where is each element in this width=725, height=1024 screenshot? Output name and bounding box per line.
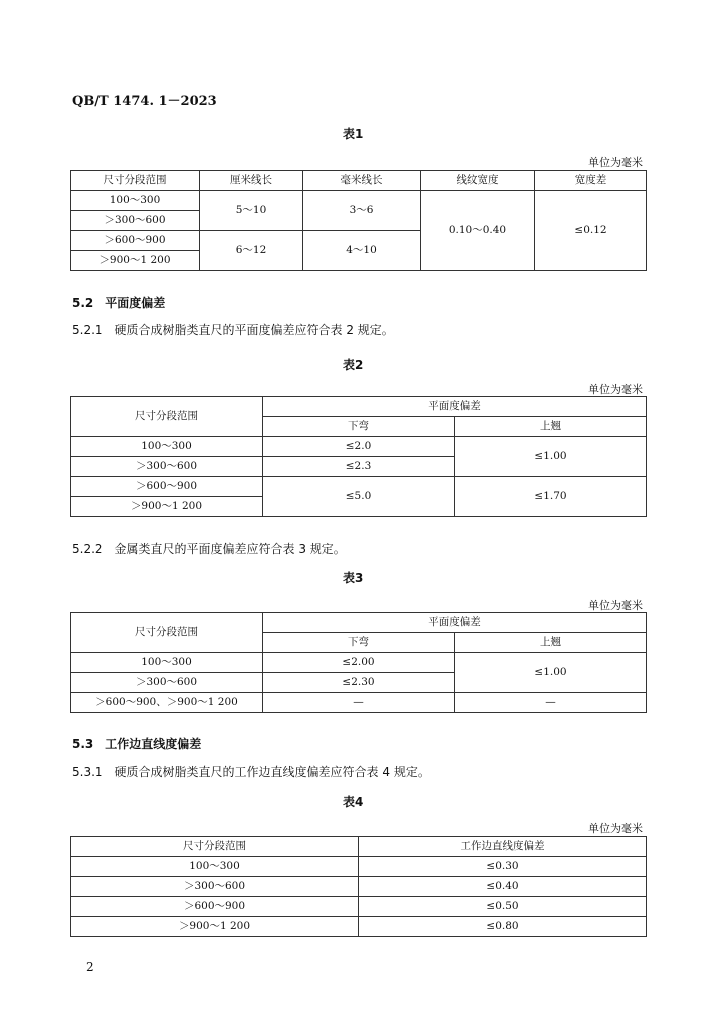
table1-header-diff: 宽度差 (535, 171, 647, 191)
table-cell: ≤5.0 (263, 477, 455, 517)
table4-unit: 单位为毫米 (588, 822, 643, 835)
table2-unit: 单位为毫米 (588, 383, 643, 396)
table1-header-width: 线纹宽度 (421, 171, 535, 191)
table-cell: ≤1.00 (455, 437, 647, 477)
table-cell: ＞300～600 (71, 877, 359, 897)
table1-header-mm: 毫米线长 (303, 171, 421, 191)
table-cell: ≤0.30 (359, 857, 647, 877)
table4 (70, 836, 647, 937)
section-heading-5-2: 5.2 平面度偏差 (72, 296, 166, 310)
table-cell: 0.10～0.40 (421, 191, 535, 271)
table2-header-up: 上翘 (455, 417, 647, 437)
table-cell: ＞300～600 (71, 673, 263, 693)
table-cell: 100～300 (71, 653, 263, 673)
table-cell: — (455, 693, 647, 713)
table-cell: ≤0.80 (359, 917, 647, 937)
table-cell: ≤1.00 (455, 653, 647, 693)
table2-header-down: 下弯 (263, 417, 455, 437)
table3-unit: 单位为毫米 (588, 599, 643, 612)
table-cell: ＞600～900 (71, 477, 263, 497)
table-cell: ＞600～900 (71, 231, 200, 251)
table4-header-value: 工作边直线度偏差 (359, 837, 647, 857)
table-cell: 4～10 (303, 231, 421, 271)
table-cell: ≤2.0 (263, 437, 455, 457)
table2 (70, 396, 647, 517)
paragraph-5-3-1: 5.3.1 硬质合成树脂类直尺的工作边直线度偏差应符合表 4 规定。 (72, 765, 430, 779)
table-cell: ＞900～1 200 (71, 497, 263, 517)
table-row (71, 917, 647, 937)
table-row (71, 857, 647, 877)
table-cell: ＞600～900 (71, 897, 359, 917)
paragraph-5-2-1: 5.2.1 硬质合成树脂类直尺的平面度偏差应符合表 2 规定。 (72, 323, 394, 337)
table3 (70, 612, 647, 713)
table-cell: ＞300～600 (71, 211, 200, 231)
table1-caption: 表1 (343, 127, 364, 141)
document-id: QB/T 1474. 1－2023 (72, 94, 217, 109)
table-cell: ≤2.3 (263, 457, 455, 477)
table3-caption: 表3 (343, 571, 364, 585)
table1-header-cm: 厘米线长 (200, 171, 303, 191)
table-cell: — (263, 693, 455, 713)
table-cell: ≤2.30 (263, 673, 455, 693)
table-cell: ≤2.00 (263, 653, 455, 673)
table1 (70, 170, 647, 271)
section-heading-5-3: 5.3 工作边直线度偏差 (72, 737, 202, 751)
table-row (71, 877, 647, 897)
table-row (71, 897, 647, 917)
table1-unit: 单位为毫米 (588, 156, 643, 169)
table-cell: 100～300 (71, 857, 359, 877)
table-cell: ＞600～900、＞900～1 200 (71, 693, 263, 713)
table2-header-range: 尺寸分段范围 (71, 397, 263, 437)
table-cell: ＞900～1 200 (71, 251, 200, 271)
page-number: 2 (86, 960, 94, 974)
table2-caption: 表2 (343, 358, 364, 372)
table1-header-range: 尺寸分段范围 (71, 171, 200, 191)
table3-header-down: 下弯 (263, 633, 455, 653)
table3-header-group: 平面度偏差 (263, 613, 647, 633)
table4-header-range: 尺寸分段范围 (71, 837, 359, 857)
table2-header-group: 平面度偏差 (263, 397, 647, 417)
table4-caption: 表4 (343, 795, 364, 809)
table-cell: 6～12 (200, 231, 303, 271)
table-cell: 100～300 (71, 437, 263, 457)
table-cell: 3～6 (303, 191, 421, 231)
table3-header-range: 尺寸分段范围 (71, 613, 263, 653)
table-cell: ≤0.40 (359, 877, 647, 897)
table-cell: ≤0.50 (359, 897, 647, 917)
table-cell: 100～300 (71, 191, 200, 211)
table-cell: ＞300～600 (71, 457, 263, 477)
table-cell: ≤0.12 (535, 191, 647, 271)
table-cell: ＞900～1 200 (71, 917, 359, 937)
paragraph-5-2-2: 5.2.2 金属类直尺的平面度偏差应符合表 3 规定。 (72, 542, 346, 556)
table-cell: 5～10 (200, 191, 303, 231)
table-cell: ≤1.70 (455, 477, 647, 517)
table3-header-up: 上翘 (455, 633, 647, 653)
